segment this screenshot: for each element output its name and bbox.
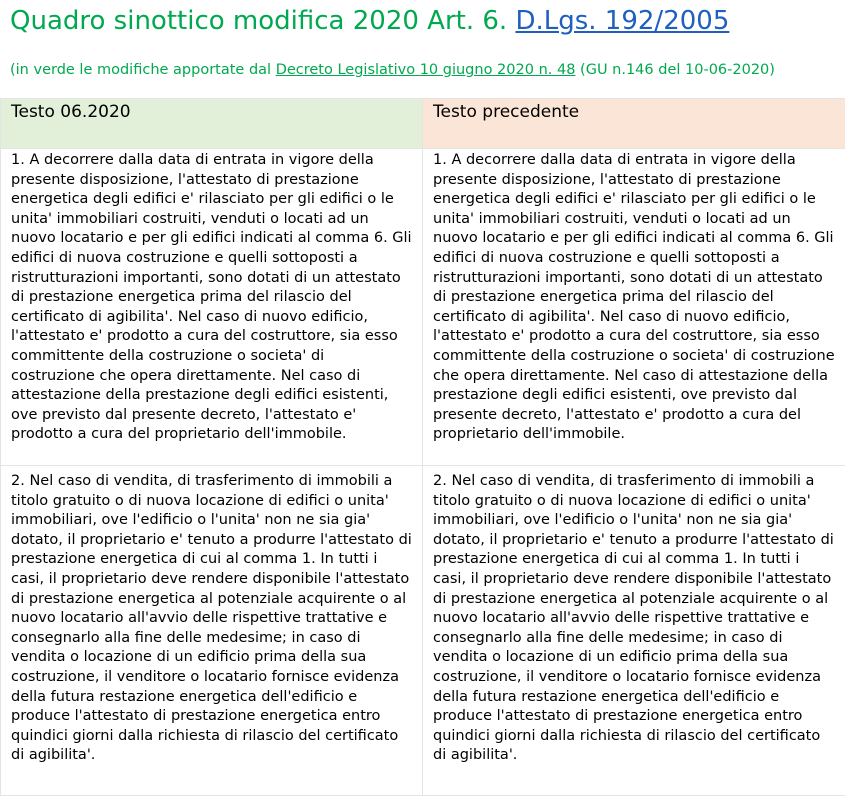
comparison-table <box>0 98 845 796</box>
previous-text-cell-comma-1: 1. A decorrere dalla data di entrata in vigore della presente disposizione, l'attestato di prestazione energetica degli edifici e' rilasciato per gli edifici o le unita' immobiliari costruiti, venduti o locati ad un nuovo locatario e per gli edifici indicati al comma 6. Gli edifici di nuova costruzione e quelli sottoposti a ristrutturazioni importanti, sono dotati di un attestato di prestazione energetica prima del rilascio del certificato di agibilita'. Nel caso di nuovo edificio, l'attestato e' prodotto a cura del costruttore, sia esso committente della costruzione o societa' di costruzione che opera direttamente. Nel caso di attestazione della prestazione degli edifici esistenti, ove previsto dal presente decreto, l'attestato e' prodotto a cura del proprietario dell'immobile. <box>423 149 845 466</box>
new-text-cell-comma-1: 1. A decorrere dalla data di entrata in vigore della presente disposizione, l'attestato di prestazione energetica degli edifici e' rilasciato per gli edifici o le unita' immobiliari costruiti, venduti o locati ad un nuovo locatario e per gli edifici indicati al comma 6. Gli edifici di nuova costruzione e quelli sottoposti a ristrutturazioni importanti, sono dotati di un attestato di prestazione energetica prima del rilascio del certificato di agibilita'. Nel caso di nuovo edificio, l'attestato e' prodotto a cura del costruttore, sia esso committente della costruzione o societa' di costruzione che opera direttamente. Nel caso di attestazione della prestazione degli edifici esistenti, ove previsto dal presente decreto, l'attestato e' prodotto a cura del proprietario dell'immobile. <box>1 149 423 466</box>
subtitle-prefix: (in verde le modifiche apportate dal <box>10 62 272 78</box>
table-row <box>1 149 845 466</box>
previous-text-cell-comma-2: 2. Nel caso di vendita, di trasferimento di immobili a titolo gratuito o di nuova locazione di edifici o unita' immobiliari, ove l'edificio o l'unita' non ne sia gia' dotato, il proprietario e' tenuto a produrre l'attestato di prestazione energetica di cui al comma 1. In tutti i casi, il proprietario deve rendere disponibile l'attestato di prestazione energetica al potenziale acquirente o al nuovo locatario all'avvio delle rispettive trattative e consegnarlo alla fine delle medesime; in caso di vendita o locazione di un edificio prima della sua costruzione, il venditore o locatario fornisce evidenza della futura restazione energetica dell'edificio e produce l'attestato di prestazione energetica entro quindici giorni dalla richiesta di rilascio del certificato di agibilita'. <box>423 466 845 796</box>
page-title-text: Quadro sinottico modifica 2020 Art. 6. <box>10 6 508 36</box>
title-law-link[interactable]: D.Lgs. 192/2005 <box>515 6 730 36</box>
table-row <box>1 466 845 796</box>
page-title <box>10 4 729 38</box>
decree-link[interactable]: Decreto Legislativo 10 giugno 2020 n. 48 <box>275 62 576 78</box>
new-text-cell-comma-2: 2. Nel caso di vendita, di trasferimento di immobili a titolo gratuito o di nuova locazione di edifici o unita' immobiliari, ove l'edificio o l'unita' non ne sia gia' dotato, il proprietario e' tenuto a produrre l'attestato di prestazione energetica di cui al comma 1. In tutti i casi, il proprietario deve rendere disponibile l'attestato di prestazione energetica al potenziale acquirente o al nuovo locatario all'avvio delle rispettive trattative e consegnarlo alla fine delle medesime; in caso di vendita o locazione di un edificio prima della sua costruzione, il venditore o locatario fornisce evidenza della futura restazione energetica dell'edificio e produce l'attestato di prestazione energetica entro quindici giorni dalla richiesta di rilascio del certificato di agibilita'. <box>1 466 423 796</box>
subtitle-suffix: (GU n.146 del 10-06-2020) <box>580 62 775 78</box>
page-subtitle <box>10 60 775 80</box>
column-header-previous-text: Testo precedente <box>423 99 845 149</box>
table-header-row <box>1 99 845 149</box>
column-header-new-text: Testo 06.2020 <box>1 99 423 149</box>
